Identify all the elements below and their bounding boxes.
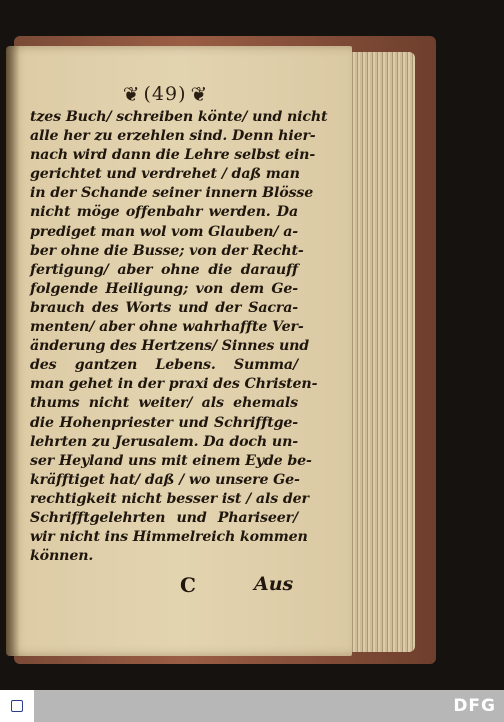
page-number: (49) (143, 83, 187, 105)
text-line: können. (30, 548, 94, 565)
text-line: Schrifftgelehrten und Phariseer/ (30, 509, 298, 526)
text-line: prediget man wol vom Glauben/ a- (30, 223, 298, 240)
ornament-left-icon: ❦ (122, 82, 140, 106)
library-emblem-icon (11, 700, 23, 712)
text-line: des gantzen Lebens. Summa/ (30, 357, 298, 374)
text-line: wir nicht ins Himmelreich kommen (30, 529, 308, 546)
dfg-logo[interactable]: DFG (453, 696, 496, 716)
text-line: die Hohenpriester und Schrifftge- (30, 414, 298, 431)
catchword: Aus (254, 573, 294, 595)
text-line: änderung des Hertzens/ Sinnes und (30, 338, 310, 355)
page-foot (180, 573, 300, 597)
body-text (30, 108, 328, 566)
text-line: tzes Buch/ schreiben könte/ und nicht (30, 109, 328, 125)
text-line: brauch des Worts und der Sacra- (30, 299, 298, 316)
ornament-right-icon: ❦ (190, 82, 208, 106)
text-line: gerichtet und verdrehet / daß man (30, 166, 300, 183)
text-line: rechtigkeit nicht besser ist / als der (30, 490, 309, 507)
page-header (100, 80, 230, 108)
text-line: lehrten zu Jerusalem. Da doch un- (30, 433, 298, 450)
text-line: in der Schande seiner innern Blösse (30, 185, 314, 202)
page-edges (345, 52, 415, 652)
text-line: menten/ aber ohne wahrhaffte Ver- (30, 319, 304, 336)
text-line: ber ohne die Busse; von der Recht- (30, 242, 304, 259)
text-line: alle her zu erzehlen sind. Denn hier- (30, 128, 316, 145)
text-line: fertigung/ aber ohne die darauff (30, 261, 298, 278)
text-line: man gehet in der praxi des Christen- (30, 376, 318, 393)
text-line: folgende Heiligung; von dem Ge- (30, 280, 298, 297)
spine-shadow (6, 46, 20, 656)
library-logo[interactable] (0, 690, 34, 722)
text-line: nach wird dann die Lehre selbst ein- (30, 147, 316, 164)
viewer-footer (0, 690, 504, 722)
text-line: nicht möge offenbahr werden. Da (30, 204, 298, 221)
text-line: kräfftiget hat/ daß / wo unsere Ge- (30, 471, 300, 488)
text-line: thums nicht weiter/ als ehemals (30, 395, 298, 412)
text-line: ser Heyland uns mit einem Eyde be- (30, 452, 312, 469)
signature-mark: C (180, 573, 196, 597)
